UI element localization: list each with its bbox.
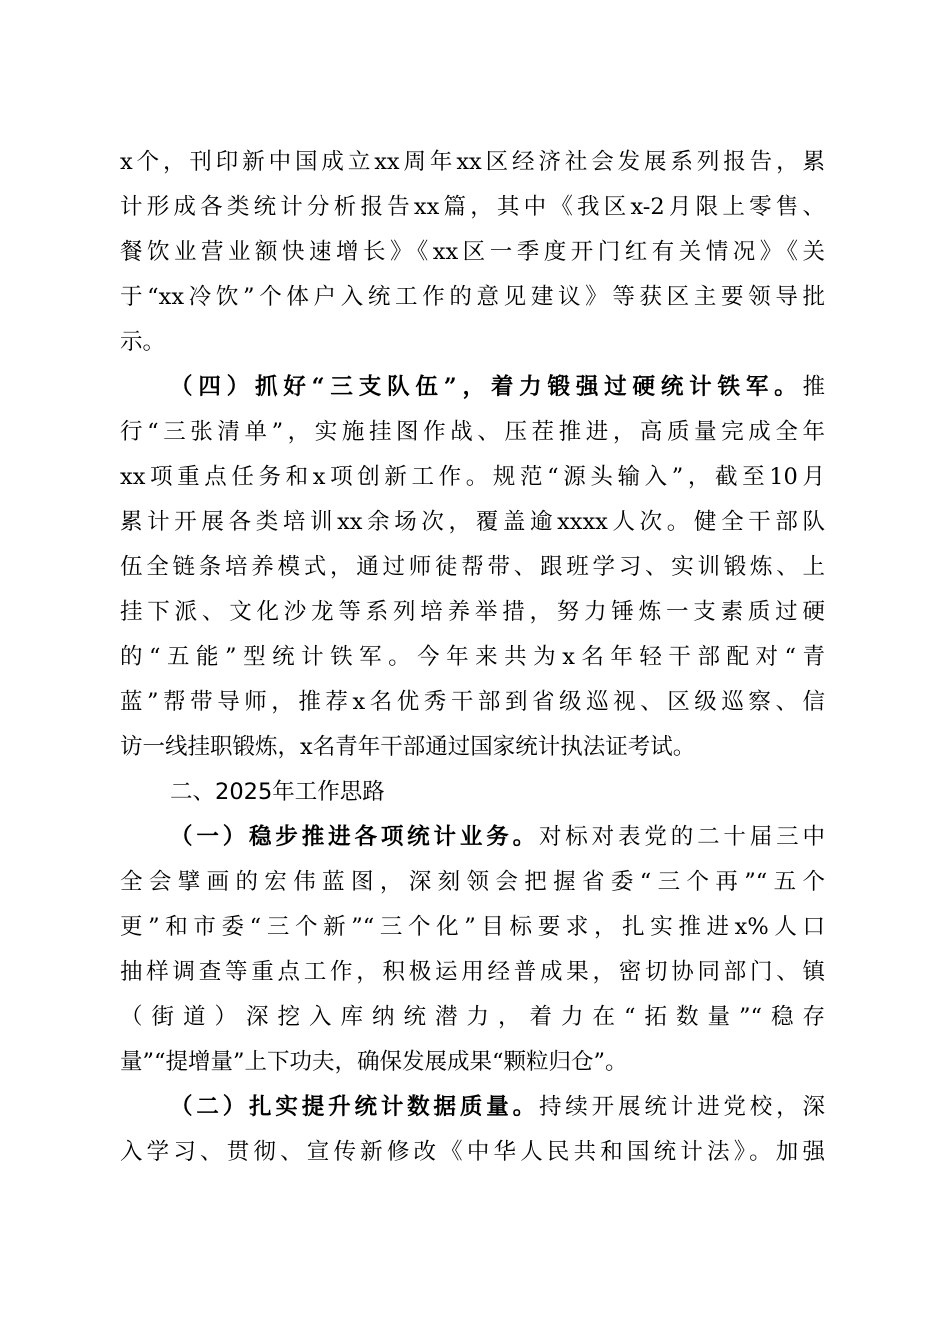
paragraph-line: x个，刊印新中国成立xx周年xx区经济社会发展系列报告，累	[120, 149, 825, 175]
paragraph-line: 累计开展各类培训xx余场次，覆盖逾xxxx人次。健全干部队	[120, 509, 825, 535]
subsection-two-text: 持续开展统计进党校，深	[538, 1094, 825, 1120]
paragraph-line: xx项重点任务和x项创新工作。规范“源头输入”，截至10月	[120, 464, 825, 490]
paragraph-line: 入学习、贯彻、宣传新修改《中华人民共和国统计法》。加强	[120, 1139, 825, 1165]
subsection-two-first-line	[170, 1087, 825, 1127]
subsection-one-title: （一）稳步推进各项统计业务。	[170, 824, 539, 850]
paragraph-line: （街道）深挖入库纳统潜力，着力在“拓数量”“稳存	[120, 1004, 825, 1030]
subsection-one-first-line	[170, 817, 825, 857]
section-heading: 二、2025年工作思路	[170, 779, 385, 805]
paragraph-line: 的“五能”型统计铁军。今年来共为x名年轻干部配对“青	[120, 644, 825, 670]
paragraph-line: 蓝”帮带导师，推荐x名优秀干部到省级巡视、区级巡察、信	[120, 689, 825, 715]
paragraph-line: 计形成各类统计分析报告xx篇，其中《我区x-2月限上零售、	[120, 194, 825, 220]
subsection-two-title: （二）扎实提升统计数据质量。	[170, 1094, 539, 1120]
paragraph-line: 示。	[120, 329, 166, 355]
paragraph-line: 访一线挂职锻炼，x名青年干部通过国家统计执法证考试。	[120, 734, 696, 760]
paragraph-line: 于“xx冷饮”个体户入统工作的意见建议》等获区主要领导批	[120, 284, 825, 310]
paragraph-line: 餐饮业营业额快速增长》《xx区一季度开门红有关情况》《关	[120, 239, 825, 265]
paragraph-line: 全会擘画的宏伟蓝图，深刻领会把握省委“三个再”“五个	[120, 869, 825, 895]
section-four-text: 推	[802, 374, 825, 400]
section-four-first-line	[170, 367, 825, 407]
paragraph-line: 伍全链条培养模式，通过师徒帮带、跟班学习、实训锻炼、上	[120, 554, 825, 580]
paragraph-line: 量”“提增量”上下功夫，确保发展成果“颗粒归仓”。	[120, 1049, 628, 1075]
section-four-title: （四）抓好“三支队伍”，着力锻强过硬统计铁军。	[170, 374, 803, 400]
subsection-one-text: 对标对表党的二十届三中	[538, 824, 825, 850]
paragraph-line: 更”和市委“三个新”“三个化”目标要求，扎实推进x%人口	[120, 914, 825, 940]
paragraph-line: 行“三张清单”，实施挂图作战、压茬推进，高质量完成全年	[120, 419, 825, 445]
paragraph-line: 挂下派、文化沙龙等系列培养举措，努力锤炼一支素质过硬	[120, 599, 825, 625]
paragraph-line: 抽样调查等重点工作，积极运用经普成果，密切协同部门、镇	[120, 959, 825, 985]
